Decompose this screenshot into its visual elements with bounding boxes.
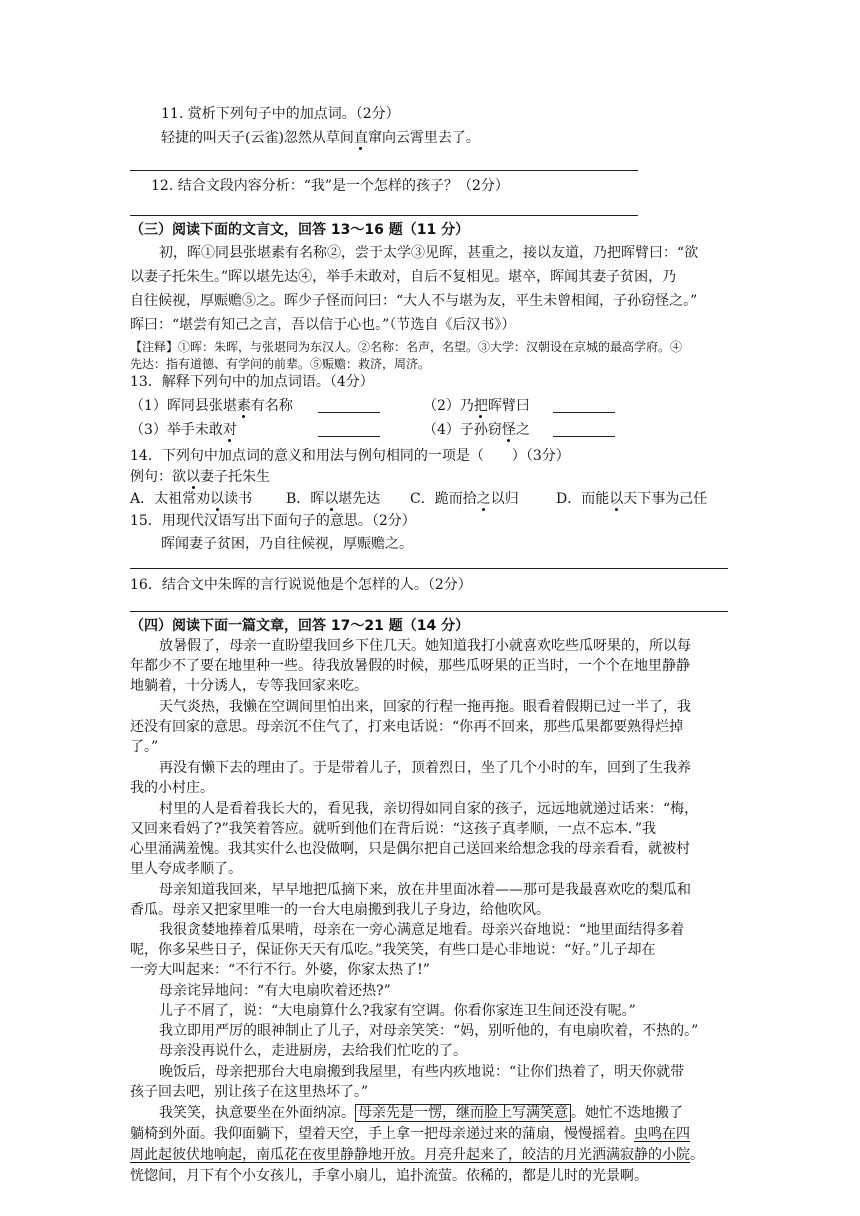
dotted-word: 以 (210, 491, 225, 507)
essay-line: 天气炎热，我懒在空调间里怕出来，回家的行程一拖再拖。眼看着假期已过一半了，我 (159, 699, 691, 715)
answer-line (130, 170, 638, 171)
essay-line: 里人夸成孝顺了。 (130, 861, 242, 877)
essay-line-underlined: 周此起彼伏地响起，南瓜花在夜里静静地开放。月亮升起来了，皎洁的月光洒满寂静的小院。 (130, 1147, 704, 1163)
q11-title: 11. 赏析下列句子中的加点词。（2分） (161, 106, 400, 122)
q15-sentence: 晖闻妻子贫困，乃自往候视，厚赈赡之。 (161, 536, 413, 552)
dotted-word: 怪 (501, 422, 516, 438)
underlined-sentence: 虫鸣在四 (634, 1126, 690, 1142)
classical-line-4: 晖曰：“堪尝有知己之言，吾以信于心也。”（节选自《后汉书》） (130, 317, 516, 333)
dotted-word: 把 (473, 398, 488, 414)
essay-line: 儿子不屑了，说：“大电扇算什么?我家有空调。你看你家连卫生间还没有呢。” (159, 1003, 636, 1019)
section4-heading: （四）阅读下面一篇文章，回答 17～21 题（14 分） (130, 618, 470, 634)
annotation-line-2: 先达：指有道德、有学问的前辈。⑤赈赡：救济，周济。 (130, 357, 431, 371)
essay-line-boxed: 我笑笑，执意要坐在外面纳凉。 母亲先是一愣，继而脸上写满笑意 。她忙不迭地搬了 (159, 1105, 683, 1121)
dotted-word: 以 (186, 469, 200, 485)
essay-line: 一旁大叫起来：“不行不行。外婆，你家太热了!” (130, 962, 430, 978)
essay-line: 又回来看妈了?”我笑着答应。就听到他们在背后说：“这孩子真孝顺，一点不忘本．”我 (130, 821, 656, 837)
answer-line (130, 568, 728, 569)
essay-line: 还没有回家的意思。母亲沉不住气了，打来电话说：“你再不回来，那些瓜果都要熟得烂掉 (130, 719, 684, 735)
q13-item-1: （1）晖同县张堪素有名称 (130, 398, 293, 414)
answer-line (130, 611, 728, 612)
q12-title: 12. 结合文段内容分析：“我”是一个怎样的孩子？（2分） (151, 178, 509, 194)
essay-line: 我的小村庄。 (130, 780, 214, 796)
underlined-sentence: 周此起彼伏地响起，南瓜花在夜里静静地开放。月亮升起来了，皎洁的月光洒满寂静的小院 (130, 1147, 690, 1163)
answer-blank-2[interactable] (553, 398, 615, 413)
q13-item-3: （3）举手未敢对 (130, 422, 237, 438)
essay-line: 了。” (130, 739, 159, 755)
q16-title: 16．结合文中朱晖的言行说说他是个怎样的人。（2分） (130, 577, 472, 593)
essay-line: 晚饭后，母亲把那台大电扇搬到我屋里，有些内疚地说：“让你们热着了，明天你就带 (159, 1064, 685, 1080)
answer-line (130, 215, 638, 216)
answer-blank-4[interactable] (553, 422, 615, 437)
essay-line: 母亲没再说什么，走进厨房，去给我们忙吃的了。 (159, 1043, 467, 1059)
q13-item-4: （4）子孙窃怪之 (423, 422, 530, 438)
essay-line: 香瓜。母亲又把家里唯一的一台大电扇搬到我儿子身边，给他吹风。 (130, 902, 550, 918)
dotted-word: 以 (609, 491, 624, 507)
essay-line: 孩子回去吧，别让孩子在这里热坏了。” (130, 1084, 369, 1100)
dotted-word: 直 (353, 130, 368, 146)
q14-option-a[interactable]: A．太祖常劝以读书 (130, 491, 253, 507)
essay-line: 地躺着，十分诱人，专等我回家来吃。 (130, 678, 368, 694)
essay-line: 心里涌满羞愧。我其实什么也没做啊，只是偶尔把自己送回来给想念我的母亲看看，就被村 (130, 841, 690, 857)
dotted-word: 对 (222, 422, 237, 438)
essay-line: 呢，你多呆些日子，保证你天天有瓜吃。”我笑笑，有些口是心非地说：“好。”儿子却在 (130, 942, 656, 958)
q14-option-d[interactable]: D．而能以天下事为己任 (556, 491, 708, 507)
q13-title: 13．解释下列句中的加点词语。（4分） (130, 374, 374, 390)
q13-item-2: （2）乃把晖臂曰 (423, 398, 530, 414)
essay-line: 恍惚间，月下有个小女孩儿，手拿小扇儿，追扑流萤。依稀的，都是儿时的光景啊。 (130, 1168, 648, 1184)
essay-line: 母亲知道我回来，早早地把瓜摘下来，放在井里面冰着——那可是我最喜欢吃的梨瓜和 (159, 882, 691, 898)
essay-line: 我立即用严厉的眼神制止了儿子，对母亲笑笑：“妈，别听他的，有电扇吹着，不热的。” (159, 1023, 699, 1039)
q11-sentence: 轻捷的叫天子(云雀)忽然从草间直窜向云霄里去了。 (161, 130, 480, 146)
essay-line: 我很贪婪地捧着瓜果啃，母亲在一旁心满意足地看。母亲兴奋地说：“地里面结得多着 (159, 922, 685, 938)
q14-title: 14．下列句中加点词的意义和用法与例句相同的一项是（ ）（3分） (130, 448, 570, 464)
essay-line: 再没有懒下去的理由了。于是带着儿子，顶着烈日，坐了几个小时的车，回到了生我养 (159, 760, 691, 776)
q15-title: 15．用现代汉语写出下面句子的意思。（2分） (130, 513, 416, 529)
essay-line: 村里的人是看着我长大的，看见我，亲切得如同自家的孩子，远远地就递过话来：“梅， (159, 801, 699, 817)
answer-blank-3[interactable] (318, 422, 380, 437)
classical-line-1: 初，晖①同县张堪素有名称②，尝于太学③见晖，甚重之，接以友道，乃把晖臂曰：“欲 (159, 245, 699, 261)
essay-line: 年都少不了要在地里种一些。待我放暑假的时候，那些瓜呀果的正当时，一个个在地里静静 (130, 658, 690, 674)
answer-blank-1[interactable] (318, 398, 380, 413)
annotation-line-1: 【注释】①晖：朱晖，与张堪同为东汉人。②名称：名声，名望。③大学：汉朝设在京城的最高学府。④ (130, 340, 683, 354)
essay-line: 母亲诧异地问：“有大电扇吹着还热?” (159, 983, 391, 999)
classical-line-2: 以妻子托朱生。”晖以堪先达④，举手未敢对，自后不复相见。堪卒，晖闻其妻子贫困，乃 (130, 269, 677, 285)
classical-line-3: 自往候视，厚赈赡⑤之。晖少子怪而问曰：“大人不与堪为友，平生未曾相闻，子孙窃怪之。” (130, 293, 698, 309)
q14-option-c[interactable]: C．跪而拾之以归 (410, 491, 519, 507)
essay-line: 放暑假了，母亲一直盼望我回乡下住几天。她知道我打小就喜欢吃些瓜呀果的，所以每 (159, 638, 691, 654)
essay-line-underlined: 躺椅到外面。我仰面躺下，望着天空，手上拿一把母亲递过来的蒲扇，慢慢摇着。虫鸣在四 (130, 1126, 690, 1142)
dotted-word: 以 (324, 491, 339, 507)
boxed-sentence: 母亲先是一愣，继而脸上写满笑意 (355, 1104, 571, 1122)
section3-heading: （三）阅读下面的文言文，回答 13～16 题（11 分） (130, 222, 470, 238)
dotted-word: 素 (236, 398, 251, 414)
dotted-word: 之 (476, 491, 491, 507)
q14-example: 例句：欲以妻子托朱生 (130, 469, 270, 485)
q14-option-b[interactable]: B．晖以堪先达 (286, 491, 381, 507)
